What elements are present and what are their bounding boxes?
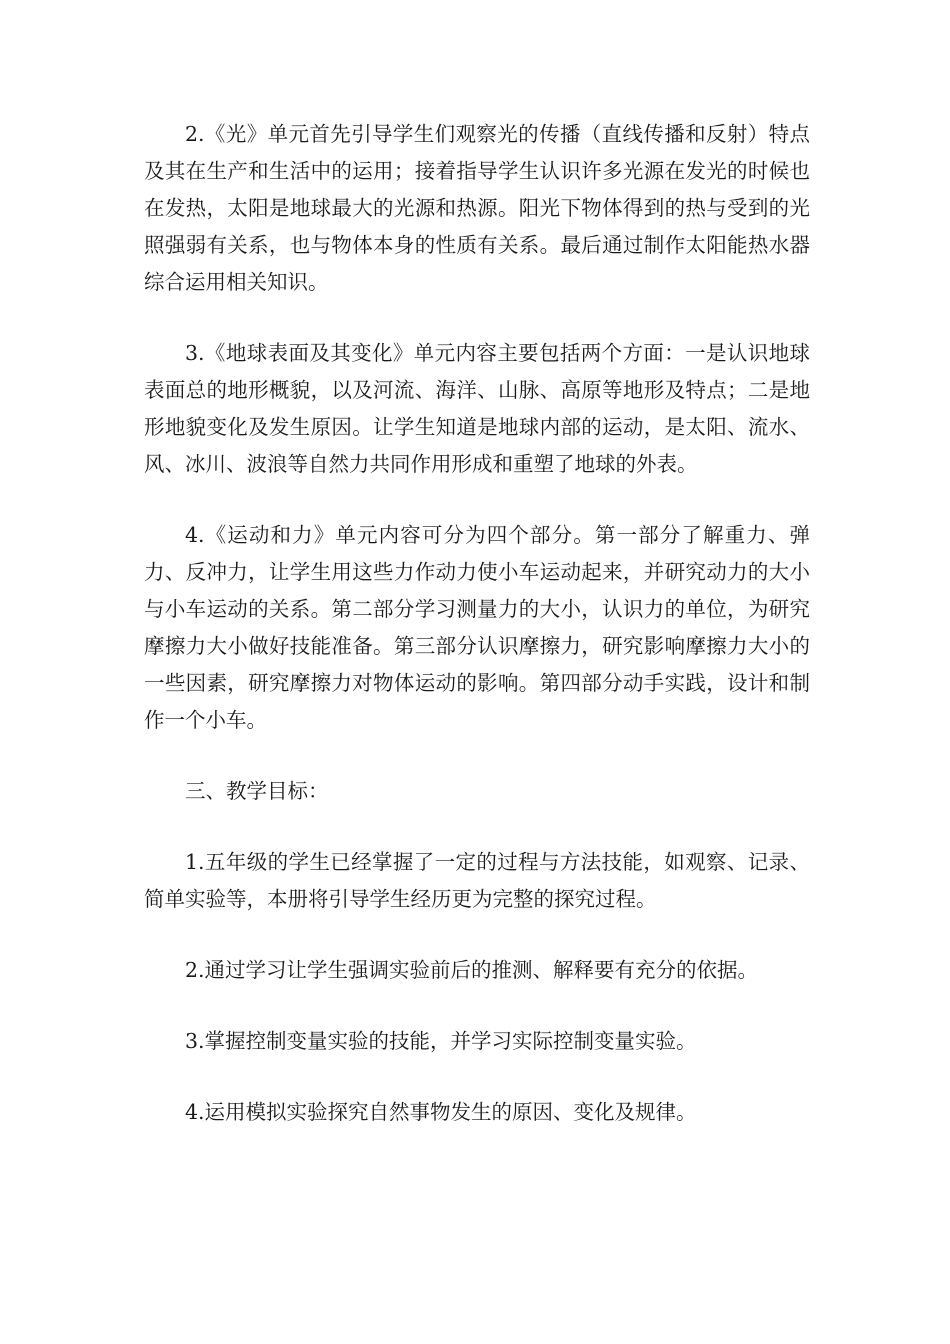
goal-item-1: 1.五年级的学生已经掌握了一定的过程与方法技能，如观察、记录、简单实验等，本册将引导学生经历更为完整的探究过程。 <box>144 850 810 911</box>
paragraph-earth-surface-unit: 3.《地球表面及其变化》单元内容主要包括两个方面：一是认识地球表面总的地形概貌，以及河流、海洋、山脉、高原等地形及特点；二是地形地貌变化及发生原因。让学生知道是地球内部的运动，是太阳、流水、风、冰川、波浪等自然力共同作用形成和重塑了地球的外表。 <box>144 341 810 476</box>
section-heading-teaching-goals: 三、教学目标： <box>185 779 329 803</box>
paragraph-light-unit: 2.《光》单元首先引导学生们观察光的传播（直线传播和反射）特点及其在生产和生活中的运用；接着指导学生认识许多光源在发光的时候也在发热，太阳是地球最大的光源和热源。阳光下物体得到的热与受到的光照强弱有关系，也与物体本身的性质有关系。最后通过制作太阳能热水器综合运用相关知识。 <box>144 122 810 294</box>
document-body <box>144 116 810 1165</box>
paragraph-motion-force-unit: 4.《运动和力》单元内容可分为四个部分。第一部分了解重力、弹力、反冲力，让学生用这些力作动力使小车运动起来，并研究动力的大小与小车运动的关系。第二部分学习测量力的大小，认识力的单位，为研究摩擦力大小做好技能准备。第三部分认识摩擦力，研究影响摩擦力大小的一些因素，研究摩擦力对物体运动的影响。第四部分动手实践，设计和制作一个小车。 <box>144 523 810 732</box>
goal-item-4: 4.运用模拟实验探究自然事物发生的原因、变化及规律。 <box>185 1100 697 1124</box>
goal-item-3: 3.掌握控制变量实验的技能，并学习实际控制变量实验。 <box>185 1029 697 1053</box>
goal-item-2: 2.通过学习让学生强调实验前后的推测、解释要有充分的依据。 <box>185 958 759 982</box>
